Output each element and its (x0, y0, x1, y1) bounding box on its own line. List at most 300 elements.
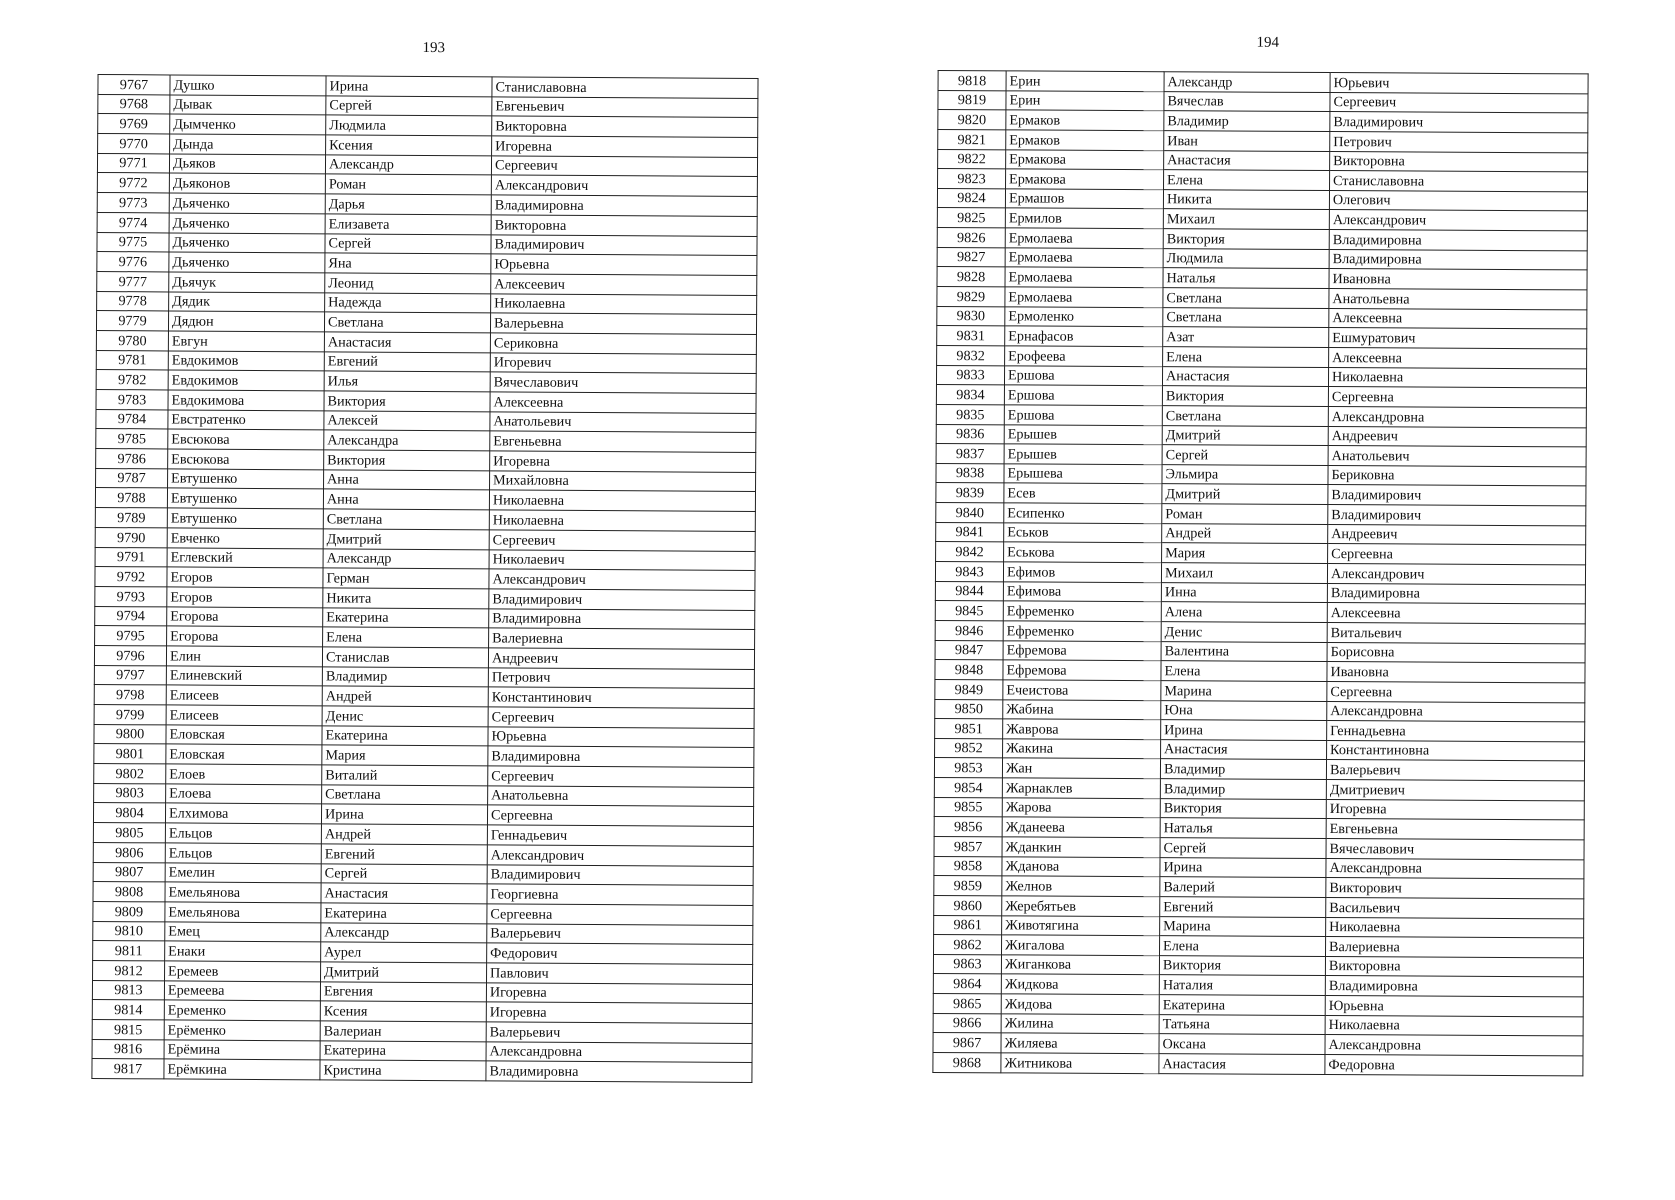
record-number-cell: 9866 (933, 1013, 1001, 1033)
patronymic-cell: Алексеевна (1327, 603, 1585, 624)
first-name-cell: Илья (324, 371, 490, 392)
table-row (935, 562, 1585, 585)
surname-cell: Жакина (1003, 739, 1161, 759)
first-name-cell: Елена (1161, 661, 1327, 682)
record-number-cell: 9827 (937, 247, 1005, 267)
patronymic-cell: Викторовна (491, 215, 757, 236)
surname-cell: Евстратенко (168, 410, 324, 431)
record-number-cell: 9773 (97, 193, 169, 213)
surname-cell: Жидова (1001, 994, 1159, 1014)
first-name-cell: Сергей (321, 863, 487, 884)
patronymic-cell: Владимировна (1325, 976, 1583, 997)
record-number-cell: 9775 (97, 232, 169, 252)
first-name-cell: Валентина (1161, 641, 1327, 662)
page-194 (938, 0, 1588, 1074)
table-row (934, 915, 1584, 938)
record-number-cell: 9841 (936, 522, 1004, 542)
surname-cell: Емельянова (165, 902, 321, 923)
patronymic-cell: Вячеславович (1326, 839, 1584, 860)
surname-cell: Елисеев (166, 685, 322, 706)
surname-cell: Еськов (1004, 523, 1162, 543)
patronymic-cell: Евгеньевна (490, 431, 756, 452)
table-row (935, 719, 1585, 742)
record-number-cell: 9868 (933, 1053, 1001, 1073)
record-number-cell: 9835 (936, 404, 1004, 424)
first-name-cell: Ирина (1161, 720, 1327, 741)
surname-cell: Дьяконов (169, 173, 325, 194)
table-row (938, 90, 1588, 113)
record-number-cell: 9830 (937, 306, 1005, 326)
surname-cell: Дядик (169, 291, 325, 312)
surname-cell: Евтушенко (167, 488, 323, 509)
first-name-cell: Денис (1161, 622, 1327, 643)
surname-cell: Дымченко (170, 114, 326, 135)
surname-cell: Егоров (167, 567, 323, 588)
patronymic-cell: Андреевич (488, 648, 754, 669)
patronymic-cell: Ешмуратович (1329, 328, 1587, 349)
record-number-cell: 9839 (936, 483, 1004, 503)
patronymic-cell: Владимировна (489, 608, 755, 629)
table-row (934, 758, 1584, 781)
surname-cell: Еремеев (165, 961, 321, 982)
first-name-cell: Валерий (1160, 877, 1326, 898)
patronymic-cell: Николаевна (491, 293, 757, 314)
patronymic-cell: Сергеевна (487, 904, 753, 925)
first-name-cell: Наталья (1160, 818, 1326, 839)
first-name-cell: Евгения (320, 982, 486, 1003)
table-row (937, 208, 1587, 231)
first-name-cell: Вячеслав (1164, 91, 1330, 112)
record-number-cell: 9862 (934, 935, 1002, 955)
first-name-cell: Светлана (324, 312, 490, 333)
patronymic-cell: Федоровна (1325, 1055, 1583, 1076)
patronymic-cell: Сергеевич (491, 156, 757, 177)
first-name-cell: Станислав (322, 647, 488, 668)
record-number-cell: 9860 (934, 895, 1002, 915)
patronymic-cell: Валерьевич (487, 923, 753, 944)
table-row (935, 660, 1585, 683)
table-row (937, 306, 1587, 329)
table-row (937, 287, 1587, 310)
patronymic-cell: Владимирович (1328, 505, 1586, 526)
record-number-cell: 9797 (94, 665, 166, 685)
first-name-cell: Наталия (1159, 975, 1325, 996)
record-number-cell: 9836 (936, 424, 1004, 444)
patronymic-cell: Сергеевна (1328, 387, 1586, 408)
surname-cell: Ермакова (1006, 169, 1164, 189)
table-row (937, 345, 1587, 368)
patronymic-cell: Александровна (486, 1042, 752, 1063)
surname-cell: Егоров (167, 587, 323, 608)
table-row (934, 856, 1584, 879)
patronymic-cell: Александровна (1328, 406, 1586, 427)
record-number-cell: 9843 (935, 562, 1003, 582)
patronymic-cell: Анатольевич (490, 412, 756, 433)
surname-cell: Евгун (168, 331, 324, 352)
table-row (936, 463, 1586, 486)
patronymic-cell: Юрьевна (1325, 996, 1583, 1017)
record-number-cell: 9853 (934, 758, 1002, 778)
first-name-cell: Ирина (1160, 857, 1326, 878)
record-number-cell: 9831 (937, 326, 1005, 346)
surname-cell: Жидкова (1001, 974, 1159, 994)
surname-cell: Ерёмкина (164, 1059, 320, 1080)
table-row (937, 228, 1587, 251)
patronymic-cell: Олегович (1329, 190, 1587, 211)
surname-cell: Еловская (166, 744, 322, 765)
surname-cell: Емец (165, 921, 321, 942)
surname-cell: Ершова (1004, 405, 1162, 425)
patronymic-cell: Михайловна (490, 471, 756, 492)
table-row (933, 974, 1583, 997)
record-number-cell: 9784 (96, 409, 168, 429)
first-name-cell: Светлана (322, 785, 488, 806)
patronymic-cell: Валерьевич (1326, 760, 1584, 781)
first-name-cell: Денис (322, 706, 488, 727)
record-number-cell: 9834 (936, 385, 1004, 405)
record-number-cell: 9809 (93, 901, 165, 921)
patronymic-cell: Алексеевна (1329, 308, 1587, 329)
patronymic-cell: Станиславовна (492, 77, 758, 98)
surname-cell: Егорова (167, 606, 323, 627)
first-name-cell: Елена (1160, 936, 1326, 957)
record-number-cell: 9785 (96, 429, 168, 449)
patronymic-cell: Викторовна (492, 116, 758, 137)
record-number-cell: 9804 (93, 803, 165, 823)
table-row (935, 640, 1585, 663)
patronymic-cell: Андреевич (1328, 524, 1586, 545)
table-row (933, 994, 1583, 1017)
surname-cell: Ермолаева (1005, 287, 1163, 307)
first-name-cell: Наталья (1163, 268, 1329, 289)
first-name-cell: Александр (321, 922, 487, 943)
patronymic-cell: Сергеевич (489, 530, 755, 551)
surname-cell: Евдокимов (168, 370, 324, 391)
patronymic-cell: Сергеевич (1330, 92, 1588, 113)
table-row (935, 620, 1585, 643)
surname-cell: Жиляева (1001, 1033, 1159, 1053)
patronymic-cell: Петрович (1330, 131, 1588, 152)
record-number-cell: 9863 (933, 954, 1001, 974)
patronymic-cell: Николаевич (489, 549, 755, 570)
record-number-cell: 9850 (935, 699, 1003, 719)
record-number-cell: 9822 (938, 149, 1006, 169)
record-number-cell: 9781 (96, 350, 168, 370)
surname-cell: Жабина (1003, 699, 1161, 719)
first-name-cell: Дарья (325, 194, 491, 215)
record-number-cell: 9786 (96, 449, 168, 469)
first-name-cell: Роман (1162, 504, 1328, 525)
record-number-cell: 9832 (937, 345, 1005, 365)
record-number-cell: 9813 (92, 980, 164, 1000)
surname-cell: Елхимова (165, 803, 321, 824)
table-row (936, 424, 1586, 447)
record-number-cell: 9770 (98, 134, 170, 154)
patronymic-cell: Алексеевна (490, 392, 756, 413)
roster-table-body (933, 71, 1588, 1076)
patronymic-cell: Александрович (489, 569, 755, 590)
first-name-cell: Сергей (1160, 838, 1326, 859)
patronymic-cell: Геннадьевич (487, 825, 753, 846)
table-row (936, 503, 1586, 526)
first-name-cell: Дмитрий (323, 529, 489, 550)
first-name-cell: Михаил (1163, 209, 1329, 230)
surname-cell: Жданеева (1002, 817, 1160, 837)
record-number-cell: 9798 (94, 685, 166, 705)
first-name-cell: Виктория (1163, 229, 1329, 250)
surname-cell: Ерёмина (164, 1040, 320, 1061)
surname-cell: Еськова (1004, 542, 1162, 562)
record-number-cell: 9799 (94, 704, 166, 724)
surname-cell: Ефременко (1003, 601, 1161, 621)
surname-cell: Ершова (1004, 365, 1162, 385)
patronymic-cell: Анатольевич (1328, 446, 1586, 467)
first-name-cell: Виталий (322, 765, 488, 786)
patronymic-cell: Анатольевна (1329, 289, 1587, 310)
first-name-cell: Эльмира (1162, 464, 1328, 485)
patronymic-cell: Евгеньевна (1326, 819, 1584, 840)
record-number-cell: 9856 (934, 817, 1002, 837)
table-row (935, 601, 1585, 624)
first-name-cell: Елена (323, 627, 489, 648)
record-number-cell: 9838 (936, 463, 1004, 483)
record-number-cell: 9816 (92, 1039, 164, 1059)
record-number-cell: 9859 (934, 876, 1002, 896)
surname-cell: Евсюкова (168, 449, 324, 470)
first-name-cell: Юна (1161, 700, 1327, 721)
table-row (934, 876, 1584, 899)
first-name-cell: Ксения (320, 1001, 486, 1022)
surname-cell: Ерышева (1004, 464, 1162, 484)
first-name-cell: Инна (1161, 582, 1327, 603)
first-name-cell: Ирина (321, 804, 487, 825)
first-name-cell: Виктория (1159, 956, 1325, 977)
surname-cell: Ермилов (1005, 208, 1163, 228)
first-name-cell: Сергей (325, 233, 491, 254)
patronymic-cell: Викторович (1326, 878, 1584, 899)
record-number-cell: 9793 (95, 586, 167, 606)
first-name-cell: Анна (324, 470, 490, 491)
patronymic-cell: Николаевна (489, 490, 755, 511)
first-name-cell: Кристина (320, 1060, 486, 1081)
first-name-cell: Азат (1163, 327, 1329, 348)
first-name-cell: Людмила (1163, 248, 1329, 269)
surname-cell: Евдокимов (168, 351, 324, 372)
record-number-cell: 9782 (96, 370, 168, 390)
patronymic-cell: Владимирович (1328, 485, 1586, 506)
table-row (936, 542, 1586, 565)
table-row (937, 267, 1587, 290)
surname-cell: Жиганкова (1001, 955, 1159, 975)
patronymic-cell: Юрьевич (1330, 73, 1588, 94)
patronymic-cell: Игоревна (486, 983, 752, 1004)
patronymic-cell: Юрьевна (488, 727, 754, 748)
surname-cell: Душко (170, 75, 326, 96)
patronymic-cell: Владимировна (1327, 583, 1585, 604)
surname-cell: Ерышев (1004, 424, 1162, 444)
surname-cell: Еглевский (167, 547, 323, 568)
surname-cell: Ермоленко (1005, 307, 1163, 327)
patronymic-cell: Викторовна (1330, 151, 1588, 172)
first-name-cell: Екатерина (320, 1041, 486, 1062)
surname-cell: Животягина (1002, 915, 1160, 935)
patronymic-cell: Николаевна (1326, 917, 1584, 938)
surname-cell: Дьяков (169, 154, 325, 175)
record-number-cell: 9852 (935, 738, 1003, 758)
table-row (935, 581, 1585, 604)
table-row (933, 954, 1583, 977)
first-name-cell: Леонид (325, 273, 491, 294)
surname-cell: Ельцов (165, 843, 321, 864)
table-row (936, 444, 1586, 467)
patronymic-cell: Васильевич (1326, 897, 1584, 918)
surname-cell: Евдокимова (168, 390, 324, 411)
record-number-cell: 9802 (94, 764, 166, 784)
page-193 (98, 0, 758, 1081)
table-row (938, 71, 1588, 94)
record-number-cell: 9823 (938, 169, 1006, 189)
surname-cell: Жарнаклев (1002, 778, 1160, 798)
record-number-cell: 9815 (92, 1019, 164, 1039)
first-name-cell: Александр (325, 155, 491, 176)
first-name-cell: Екатерина (322, 726, 488, 747)
patronymic-cell: Константинович (488, 687, 754, 708)
patronymic-cell: Витальевич (1327, 622, 1585, 643)
first-name-cell: Мария (322, 745, 488, 766)
surname-cell: Еременко (164, 1000, 320, 1021)
page-number: 194 (1256, 34, 1280, 51)
patronymic-cell: Владимировна (488, 746, 754, 767)
patronymic-cell: Алексеевич (491, 274, 757, 295)
patronymic-cell: Владимирович (491, 234, 757, 255)
surname-cell: Ермолаева (1005, 228, 1163, 248)
first-name-cell: Екатерина (1159, 995, 1325, 1016)
record-number-cell: 9807 (93, 862, 165, 882)
record-number-cell: 9844 (935, 581, 1003, 601)
surname-cell: Ефимова (1003, 582, 1161, 602)
record-number-cell: 9842 (936, 542, 1004, 562)
surname-cell: Елоева (166, 784, 322, 805)
first-name-cell: Валериан (320, 1021, 486, 1042)
record-number-cell: 9808 (93, 882, 165, 902)
first-name-cell: Михаил (1161, 563, 1327, 584)
first-name-cell: Иван (1164, 131, 1330, 152)
surname-cell: Ерёменко (164, 1020, 320, 1041)
table-row (938, 129, 1588, 152)
record-number-cell: 9854 (934, 778, 1002, 798)
patronymic-cell: Петрович (488, 668, 754, 689)
surname-cell: Дьяченко (169, 213, 325, 234)
first-name-cell: Марина (1160, 916, 1326, 937)
record-number-cell: 9828 (937, 267, 1005, 287)
surname-cell: Дьяченко (169, 232, 325, 253)
table-row (933, 1033, 1583, 1056)
first-name-cell: Евгений (324, 352, 490, 373)
table-row (933, 1013, 1583, 1036)
record-number-cell: 9824 (937, 188, 1005, 208)
surname-cell: Ернафасов (1005, 326, 1163, 346)
first-name-cell: Евгений (321, 844, 487, 865)
record-number-cell: 9794 (95, 606, 167, 626)
first-name-cell: Алексей (324, 411, 490, 432)
surname-cell: Жаврова (1003, 719, 1161, 739)
patronymic-cell: Игоревна (490, 451, 756, 472)
table-row (934, 778, 1584, 801)
record-number-cell: 9865 (933, 994, 1001, 1014)
surname-cell: Елисеев (166, 705, 322, 726)
record-number-cell: 9779 (96, 311, 168, 331)
first-name-cell: Никита (323, 588, 489, 609)
first-name-cell: Анастасия (1164, 150, 1330, 171)
patronymic-cell: Владимировна (1329, 249, 1587, 270)
record-number-cell: 9819 (938, 90, 1006, 110)
surname-cell: Елин (166, 646, 322, 667)
patronymic-cell: Павлович (487, 963, 753, 984)
first-name-cell: Анастасия (1161, 739, 1327, 760)
patronymic-cell: Сергеевич (488, 707, 754, 728)
record-number-cell: 9768 (98, 94, 170, 114)
record-number-cell: 9801 (94, 744, 166, 764)
patronymic-cell: Александровна (1326, 858, 1584, 879)
record-number-cell: 9774 (97, 212, 169, 232)
first-name-cell: Надежда (325, 292, 491, 313)
record-number-cell: 9840 (936, 503, 1004, 523)
surname-cell: Ефимов (1003, 562, 1161, 582)
patronymic-cell: Владимирович (1330, 112, 1588, 133)
record-number-cell: 9849 (935, 679, 1003, 699)
first-name-cell: Виктория (1162, 386, 1328, 407)
patronymic-cell: Борисовна (1327, 642, 1585, 663)
first-name-cell: Владимир (322, 667, 488, 688)
record-number-cell: 9817 (92, 1059, 164, 1079)
first-name-cell: Светлана (1163, 288, 1329, 309)
first-name-cell: Никита (1163, 190, 1329, 211)
table-row (937, 247, 1587, 270)
first-name-cell: Владимир (1160, 779, 1326, 800)
surname-cell: Дьяченко (169, 193, 325, 214)
record-number-cell: 9777 (97, 271, 169, 291)
patronymic-cell: Анатольевна (488, 786, 754, 807)
record-number-cell: 9855 (934, 797, 1002, 817)
surname-cell: Евсюкова (168, 429, 324, 450)
record-number-cell: 9787 (96, 468, 168, 488)
patronymic-cell: Сергеевна (487, 805, 753, 826)
table-row (938, 149, 1588, 172)
patronymic-cell: Владимировна (1329, 230, 1587, 251)
record-number-cell: 9851 (935, 719, 1003, 739)
first-name-cell: Владимир (1164, 111, 1330, 132)
surname-cell: Егорова (167, 626, 323, 647)
record-number-cell: 9858 (934, 856, 1002, 876)
surname-cell: Евтушенко (168, 469, 324, 490)
record-number-cell: 9864 (933, 974, 1001, 994)
patronymic-cell: Александрович (487, 845, 753, 866)
patronymic-cell: Георгиевна (487, 884, 753, 905)
record-number-cell: 9829 (937, 287, 1005, 307)
patronymic-cell: Алексеевна (1329, 348, 1587, 369)
patronymic-cell: Викторовна (1325, 956, 1583, 977)
patronymic-cell: Игоревна (486, 1002, 752, 1023)
surname-cell: Ермашов (1005, 189, 1163, 209)
record-number-cell: 9800 (94, 724, 166, 744)
first-name-cell: Герман (323, 568, 489, 589)
surname-cell: Ерышев (1004, 444, 1162, 464)
record-number-cell: 9845 (935, 601, 1003, 621)
surname-cell: Дывак (170, 95, 326, 116)
table-row (934, 935, 1584, 958)
first-name-cell: Елена (1164, 170, 1330, 191)
record-number-cell: 9846 (935, 620, 1003, 640)
